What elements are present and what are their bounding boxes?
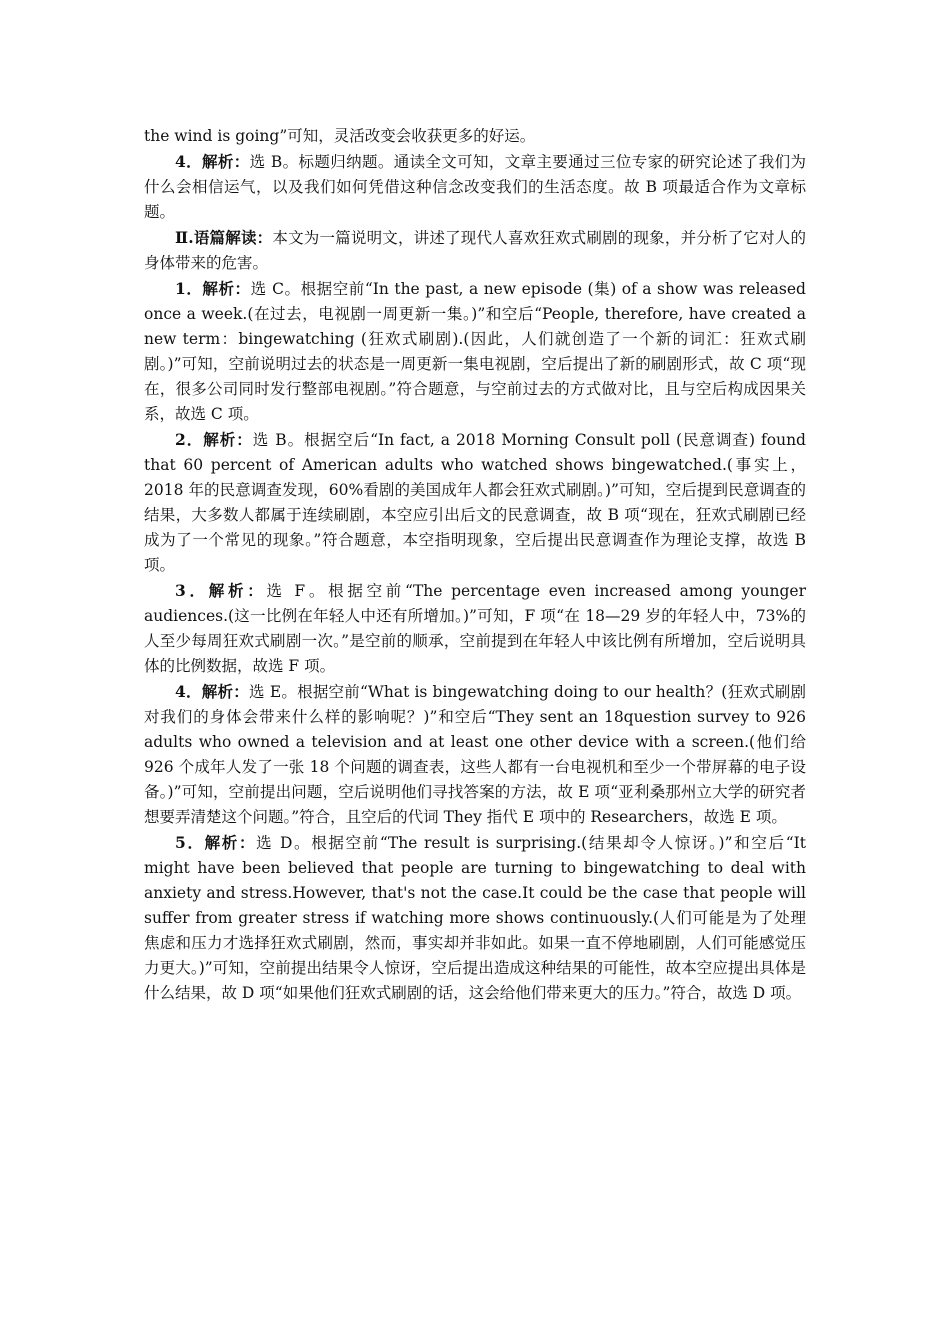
paragraph-text: the wind is going”可知，灵活改变会收获更多的好运。 [144,127,536,145]
answer-label: 2．解析： [175,430,253,449]
answer-label: 4．解析： [175,152,250,171]
answer-label: 1．解析： [175,279,251,298]
paragraph-answer-4-previous [144,149,806,225]
paragraph-continuation [144,124,806,149]
paragraph-answer-4 [144,679,806,830]
paragraph-text: 选 E。根据空前“What is bingewatching doing to our health？(狂欢式刷剧对我们的身体会带来什么样的影响呢？)”和空后“They sent an 18question survey to 926 adults who owned a television and at least one other device with a screen.(他们给 926 个成年人发了一张 18 个问题的调查表，这些人都有一台电视机和至少一个带屏幕的电子设备。)”可知，空前提出问题，空后说明他们寻找答案的方法，故 E 项“亚利桑那州立大学的研究者想要弄清楚这个问题。”符合，且空后的代词 They 指代 E 项中的 Researchers，故选 E 项。 [144,683,806,826]
paragraph-text: 选 B。根据空后“In fact, a 2018 Morning Consult poll (民意调查) found that 60 percent of American adults who watched shows bingewatched.(事实上，2018 年的民意调查发现，60%看剧的美国成年人都会狂欢式刷剧。)”可知，空后提到民意调查的结果，大多数人都属于连续刷剧，本空应引出后文的民意调查，故 B 项“现在，狂欢式刷剧已经成为了一个常见的现象。”符合题意，本空指明现象，空后提出民意调查作为理论支撑，故选 B 项。 [144,431,806,574]
paragraph-text: 选 F。根据空前“The percentage even increased among younger audiences.(这一比例在年轻人中还有所增加。)”可知，F 项“在 18—29 岁的年轻人中，73%的人至少每周狂欢式刷剧一次。”是空前的顺承，空前提到在年轻人中该比例有所增加，空后说明具体的比例数据，故选 F 项。 [144,582,806,675]
paragraph-text: 选 D。根据空前“The result is surprising.(结果却令人惊讶。)”和空后“It might have been believed that people are turning to bingewatching to deal with anxiety and stress.However, that's not the case.It could be the case that people will suffer from greater stress if watching more shows continuously.(人们可能是为了处理焦虑和压力才选择狂欢式刷剧，然而，事实却并非如此。如果一直不停地刷剧，人们可能感觉压力更大。)”可知，空前提出结果令人惊讶，空后提出造成这种结果的可能性，故本空应提出具体是什么结果，故 D 项“如果他们狂欢式刷剧的话，这会给他们带来更大的压力。”符合，故选 D 项。 [144,834,806,1002]
paragraph-text: 选 B。标题归纳题。通读全文可知，文章主要通过三位专家的研究论述了我们为什么会相信运气，以及我们如何凭借这种信念改变我们的生活态度。故 B 项最适合作为文章标题。 [144,153,806,221]
answer-label: 3．解析： [175,581,267,600]
paragraph-answer-5 [144,830,806,1006]
paragraph-text: 本文为一篇说明文，讲述了现代人喜欢狂欢式刷剧的现象，并分析了它对人的身体带来的危害。 [144,229,806,272]
paragraph-answer-3 [144,578,806,679]
answer-label: 5．解析： [175,833,257,852]
paragraph-text: 选 C。根据空前“In the past, a new episode (集) of a show was released once a week.(在过去，电视剧一周更新一集。)”和空后“People, therefore, have created a new term：bingewatching (狂欢式刷剧).(因此，人们就创造了一个新的词汇：狂欢式刷剧。)”可知，空前说明过去的状态是一周更新一集电视剧，空后提出了新的刷剧形式，故 C 项“现在，很多公司同时发行整部电视剧。”符合题意，与空前过去的方式做对比，且与空后构成因果关系，故选 C 项。 [144,280,806,423]
answer-label: 4．解析： [175,682,249,701]
document-page [144,124,806,1006]
paragraph-answer-2 [144,427,806,578]
section-label: Ⅱ.语篇解读： [175,228,273,247]
paragraph-answer-1 [144,276,806,427]
section-ii-summary [144,225,806,276]
